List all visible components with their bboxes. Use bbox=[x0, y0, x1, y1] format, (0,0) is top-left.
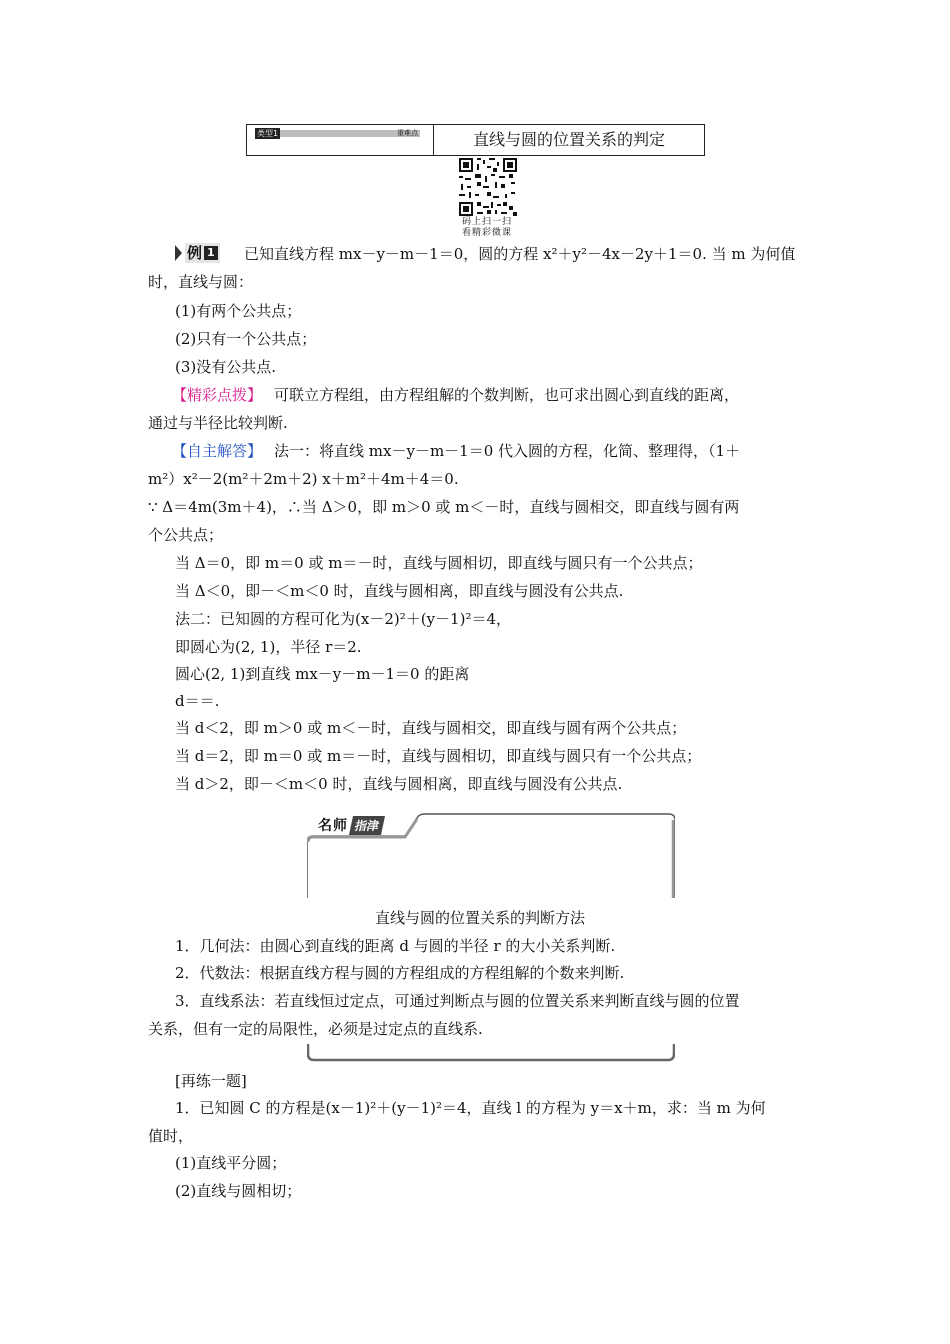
difficulty-tag: 重难点 bbox=[397, 129, 418, 137]
tips-label-2: 指津 bbox=[349, 816, 385, 835]
example-label bbox=[175, 243, 220, 263]
tips-box bbox=[307, 812, 675, 898]
example-item-3: (3)没有公共点. bbox=[175, 358, 277, 376]
example-item-1: (1)有两个公共点； bbox=[175, 302, 302, 320]
solution-line-13: 当 d＞2，即－＜m＜0 时，直线与圆相离，即直线与圆没有公共点. bbox=[175, 775, 623, 793]
qr-caption-1: 码上扫一扫 bbox=[462, 217, 513, 227]
example-word: 例 bbox=[187, 244, 203, 262]
example-item-2: (2)只有一个公共点； bbox=[175, 330, 317, 348]
practice-heading: [再练一题] bbox=[175, 1072, 247, 1090]
tips-title: 直线与圆的位置关系的判断方法 bbox=[375, 909, 586, 927]
tips-label bbox=[318, 814, 383, 836]
example-text-line-1: 已知直线方程 mx－y－m－1＝0，圆的方程 x²＋y²－4x－2y＋1＝0. 当 m 为何值 bbox=[244, 245, 796, 263]
hint-line-2: 通过与半径比较判断. bbox=[148, 414, 288, 432]
section-tag-cell bbox=[247, 125, 434, 155]
solution-line-10: d＝＝. bbox=[175, 692, 220, 710]
qr-caption-2: 看精彩微课 bbox=[462, 228, 513, 238]
tips-label-1: 名师 bbox=[318, 818, 348, 834]
example-number: 1 bbox=[204, 246, 218, 260]
solution-line-7: 法二：已知圆的方程可化为(x－2)²＋(y－1)²＝4， bbox=[175, 610, 512, 628]
tips-point-3b: 关系，但有一定的局限性，必须是过定点的直线系. bbox=[148, 1020, 483, 1038]
solution-label: 【自主解答】 bbox=[172, 442, 263, 460]
hint-line-1: 【精彩点拨】 可联立方程组，由方程组解的个数判断，也可求出圆心到直线的距离， bbox=[172, 386, 740, 404]
solution-line-11: 当 d＜2，即 m＞0 或 m＜－时，直线与圆相交，即直线与圆有两个公共点； bbox=[175, 719, 687, 737]
solution-line-12: 当 d＝2，即 m＝0 或 m＝－时，直线与圆相切，即直线与圆只有一个公共点； bbox=[175, 747, 702, 765]
tips-point-2: 2．代数法：根据直线方程与圆的方程组成的方程组解的个数来判断. bbox=[175, 964, 625, 982]
solution-line-1: 【自主解答】 法一：将直线 mx－y－m－1＝0 代入圆的方程，化简、整理得，（1＋ bbox=[172, 442, 741, 460]
solution-line-9: 圆心(2, 1)到直线 mx－y－m－1＝0 的距离 bbox=[175, 665, 470, 683]
practice-line-2: 值时， bbox=[148, 1127, 194, 1145]
type-tag: 类型1 bbox=[257, 129, 279, 138]
section-header bbox=[246, 124, 705, 156]
solution-line-4: 个公共点； bbox=[148, 526, 224, 544]
practice-item-2: (2)直线与圆相切； bbox=[175, 1182, 302, 1200]
example-text-line-2: 时，直线与圆： bbox=[148, 273, 254, 291]
arrow-icon bbox=[175, 245, 182, 261]
solution-line-8: 即圆心为(2, 1)，半径 r＝2. bbox=[175, 638, 362, 656]
solution-line-6: 当 Δ＜0，即－＜m＜0 时，直线与圆相离，即直线与圆没有公共点. bbox=[175, 582, 624, 600]
solution-line-5: 当 Δ＝0，即 m＝0 或 m＝－时，直线与圆相切，即直线与圆只有一个公共点； bbox=[175, 554, 703, 572]
tips-point-1: 1．几何法：由圆心到直线的距离 d 与圆的半径 r 的大小关系判断. bbox=[175, 937, 616, 955]
practice-item-1: (1)直线平分圆； bbox=[175, 1154, 287, 1172]
solution-line-3: ∵ Δ＝4m(3m＋4)，∴当 Δ＞0，即 m＞0 或 m＜－时，直线与圆相交，即直线与圆有两 bbox=[148, 498, 740, 516]
solution-line-2: m²）x²－2(m²＋2m＋2) x＋m²＋4m＋4＝0. bbox=[148, 470, 459, 488]
tips-box-bottom bbox=[307, 1044, 675, 1062]
qr-code-icon bbox=[459, 158, 517, 216]
section-title: 直线与圆的位置关系的判定 bbox=[472, 130, 665, 149]
hint-label: 【精彩点拨】 bbox=[172, 386, 263, 404]
practice-line-1: 1．已知圆 C 的方程是(x－1)²＋(y－1)²＝4，直线 l 的方程为 y＝x＋m，求：当 m 为何 bbox=[175, 1099, 766, 1117]
tips-point-3a: 3．直线系法：若直线恒过定点，可通过判断点与圆的位置关系来判断直线与圆的位置 bbox=[175, 992, 740, 1010]
